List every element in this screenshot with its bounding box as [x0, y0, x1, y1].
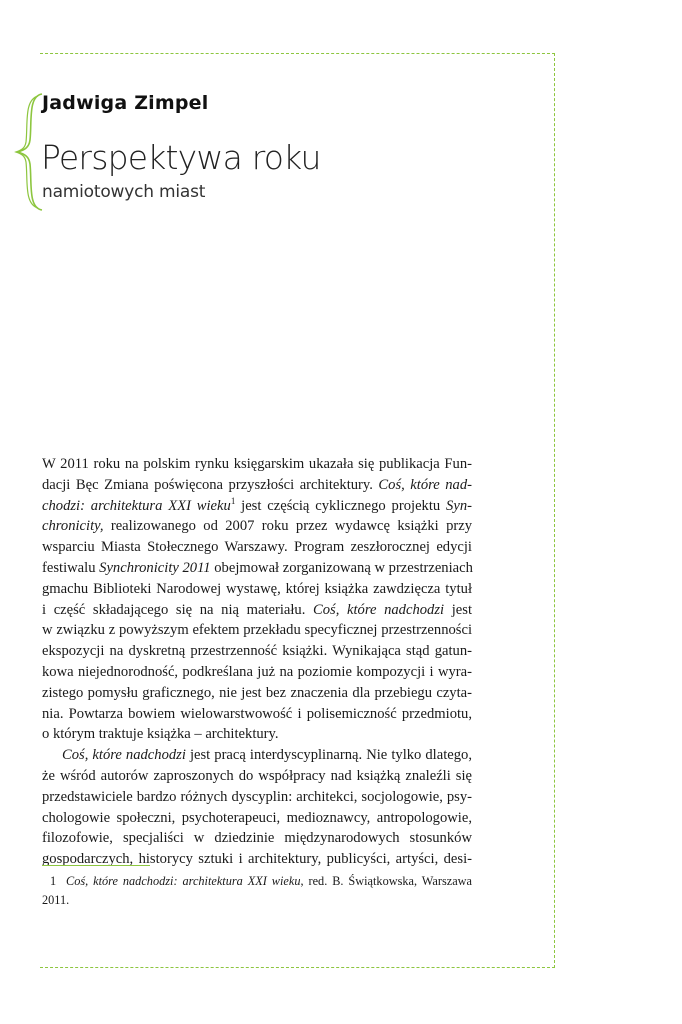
text-line [42, 766, 472, 787]
text-run: Synchronicity 2011 [99, 559, 211, 576]
text-line [42, 475, 472, 496]
footnote-line [42, 891, 472, 910]
text-line [42, 724, 472, 745]
text-line [42, 828, 472, 849]
footnote-line [42, 872, 472, 891]
article-title: Perspektywa roku [41, 138, 321, 177]
text-run: filozofowie, specjaliści w dziedzinie międzynarodowych stosunków [42, 830, 472, 847]
text-run: Coś, które nadchodzi: architektura XXI wieku [66, 874, 301, 888]
text-run: dacji Bęc Zmiana poświęcona przyszłości architektury. [42, 476, 379, 493]
text-run: obejmował zorganizowaną w przestrzeniach [210, 559, 473, 576]
text-run: w związku z powyższym efektem przekładu specyficznej przestrzenności [42, 622, 472, 639]
text-run: realizowanego od 2007 roku przez wydawcę książki przy [103, 518, 472, 535]
footnote-ref: 1 [230, 495, 236, 506]
text-run: 2011. [42, 893, 70, 907]
text-line [42, 558, 472, 579]
text-run: o którym traktuje książka – architektury. [42, 726, 279, 743]
text-line [42, 662, 472, 683]
frame-bottom-border [40, 967, 555, 968]
text-line [42, 808, 472, 829]
footnote-rule [42, 865, 150, 866]
text-run: Syn- [446, 497, 472, 514]
footnote [42, 872, 472, 910]
text-run: chologowie społeczni, psychoterapeuci, medioznawcy, antropologowie, [42, 809, 472, 826]
text-run: gospodarczych, historycy sztuki i architektury, publicyści, artyści, desi- [42, 851, 472, 868]
frame-top-border [40, 53, 555, 54]
author-name: Jadwiga Zimpel [42, 92, 209, 114]
frame-right-border [554, 53, 555, 968]
text-run: wsparciu Miasta Stołecznego Warszawy. Program zeszłorocznej edycji [42, 539, 472, 556]
text-run: chodzi: architektura XXI wieku [42, 497, 231, 514]
text-line [42, 704, 472, 725]
text-line [42, 537, 472, 558]
text-run: ekspozycji na dyskretną przestrzenność książki. Wynikająca stąd gatun- [42, 643, 472, 660]
text-line [42, 620, 472, 641]
body-text [42, 454, 472, 870]
text-run: , red. B. Świątkowska, Warszawa [300, 874, 472, 888]
text-run: W 2011 roku na polskim rynku księgarskim ukazała się publikacja Fun- [42, 456, 472, 472]
text-line [42, 641, 472, 662]
text-run: jest częścią cyklicznego projektu [235, 497, 447, 514]
text-line [42, 745, 472, 766]
text-line [42, 516, 472, 537]
text-line [42, 683, 472, 704]
text-run: festiwalu [42, 559, 100, 576]
text-run: nia. Powtarza bowiem wielowarstwowość i polisemiczność przedmiotu, [42, 705, 472, 722]
curly-brace-ornament [14, 92, 44, 212]
footnote-number: 1 [50, 874, 57, 888]
text-line [42, 787, 472, 808]
text-line [42, 849, 472, 870]
text-line [42, 600, 472, 621]
text-run: że wśród autorów zaproszonych do współpracy nad książką znaleźli się [42, 767, 472, 784]
article-subtitle: namiotowych miast [42, 182, 206, 202]
text-run: jest pracą interdyscyplinarną. Nie tylko dlatego, [185, 747, 472, 764]
text-run: gmachu Biblioteki Narodowej wystawę, której książka zawdzięcza tytuł [42, 580, 472, 597]
text-line [42, 496, 472, 517]
text-run: Coś, które nadchodzi [62, 747, 186, 764]
text-run: jest [444, 601, 472, 618]
text-run: chronicity, [42, 518, 104, 535]
text-run: Coś, które nad- [378, 476, 472, 493]
text-line [42, 579, 472, 600]
text-run: Coś, które nadchodzi [313, 601, 445, 618]
text-run: i część składającego się na nią materiału. [42, 601, 314, 618]
text-line [42, 454, 472, 475]
text-run: przedstawiciele bardzo różnych dyscyplin: architekci, socjologowie, psy- [42, 788, 472, 805]
text-run: kowa niejednorodność, podkreślana już na poziomie kompozycji i wyra- [42, 663, 472, 680]
text-run: zistego pomysłu graficznego, nie jest bez znaczenia dla przebiegu czyta- [42, 684, 472, 701]
